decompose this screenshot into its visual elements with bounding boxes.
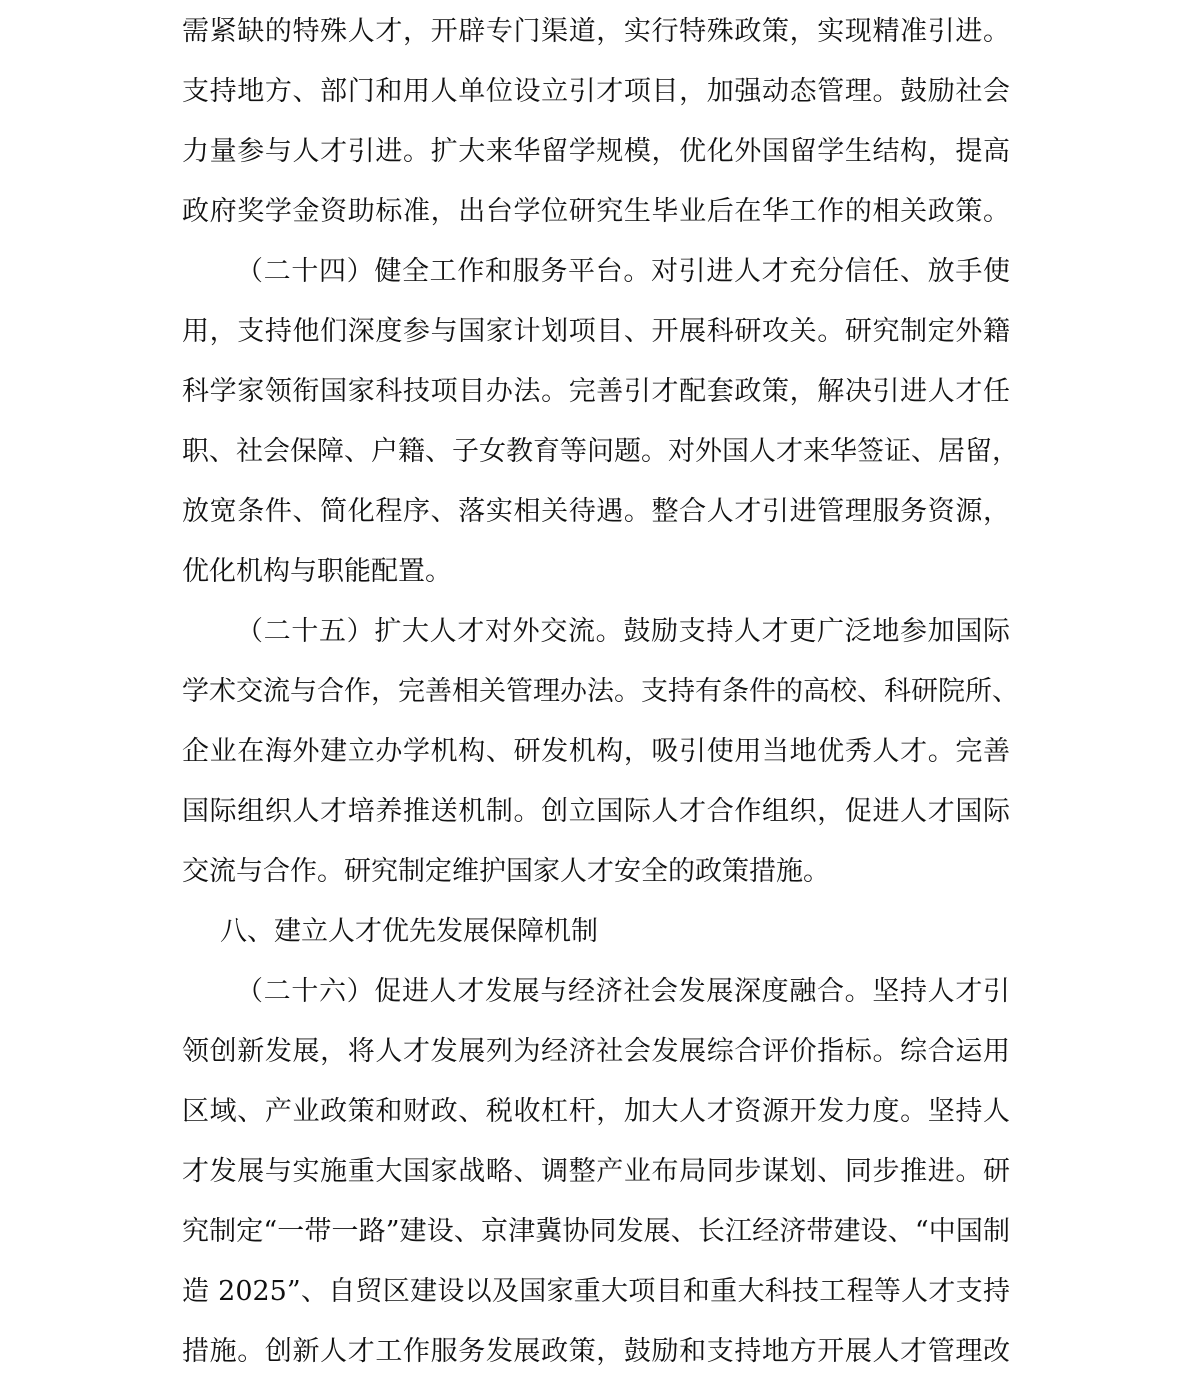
chapter-8-heading: 八、建立人才优先发展保障机制 xyxy=(220,916,598,947)
text-line: 交流与合作。研究制定维护国家人才安全的政策措施。 xyxy=(182,856,830,887)
text-line: 领创新发展，将人才发展列为经济社会发展综合评价指标。综合运用 xyxy=(182,1036,1010,1067)
section-24-heading-line: （二十四）健全工作和服务平台。对引进人才充分信任、放手使 xyxy=(236,256,1010,287)
section-26-heading-line: （二十六）促进人才发展与经济社会发展深度融合。坚持人才引 xyxy=(236,976,1010,1007)
text-line: 才发展与实施重大国家战略、调整产业布局同步谋划、同步推进。研 xyxy=(182,1156,1010,1187)
text-line: 支持地方、部门和用人单位设立引才项目，加强动态管理。鼓励社会 xyxy=(182,76,1010,107)
text-line: 措施。创新人才工作服务发展政策，鼓励和支持地方开展人才管理改 xyxy=(182,1336,1010,1367)
text-line: 企业在海外建立办学机构、研发机构，吸引使用当地优秀人才。完善 xyxy=(182,736,1010,767)
text-line: 用，支持他们深度参与国家计划项目、开展科研攻关。研究制定外籍 xyxy=(182,316,1010,347)
text-line: 区域、产业政策和财政、税收杠杆，加大人才资源开发力度。坚持人 xyxy=(182,1096,1010,1127)
text-line: 力量参与人才引进。扩大来华留学规模，优化外国留学生结构，提高 xyxy=(182,136,1010,167)
text-line: 学术交流与合作，完善相关管理办法。支持有条件的高校、科研院所、 xyxy=(182,676,1019,707)
text-line: 究制定“一带一路”建设、京津冀协同发展、长江经济带建设、“中国制 xyxy=(182,1216,1010,1247)
text-line: 政府奖学金资助标准，出台学位研究生毕业后在华工作的相关政策。 xyxy=(182,196,1010,227)
text-line: 国际组织人才培养推送机制。创立国际人才合作组织，促进人才国际 xyxy=(182,796,1010,827)
text-line: 需紧缺的特殊人才，开辟专门渠道，实行特殊政策，实现精准引进。 xyxy=(182,16,1010,47)
text-line: 优化机构与职能配置。 xyxy=(182,556,452,587)
text-line: 放宽条件、简化程序、落实相关待遇。整合人才引进管理服务资源， xyxy=(182,496,1010,527)
section-25-heading-line: （二十五）扩大人才对外交流。鼓励支持人才更广泛地参加国际 xyxy=(236,616,1010,647)
text-line: 造 2025”、自贸区建设以及国家重大项目和重大科技工程等人才支持 xyxy=(182,1276,1010,1307)
text-line: 科学家领衔国家科技项目办法。完善引才配套政策，解决引进人才任 xyxy=(182,376,1010,407)
text-line: 职、社会保障、户籍、子女教育等问题。对外国人才来华签证、居留， xyxy=(182,436,1019,467)
